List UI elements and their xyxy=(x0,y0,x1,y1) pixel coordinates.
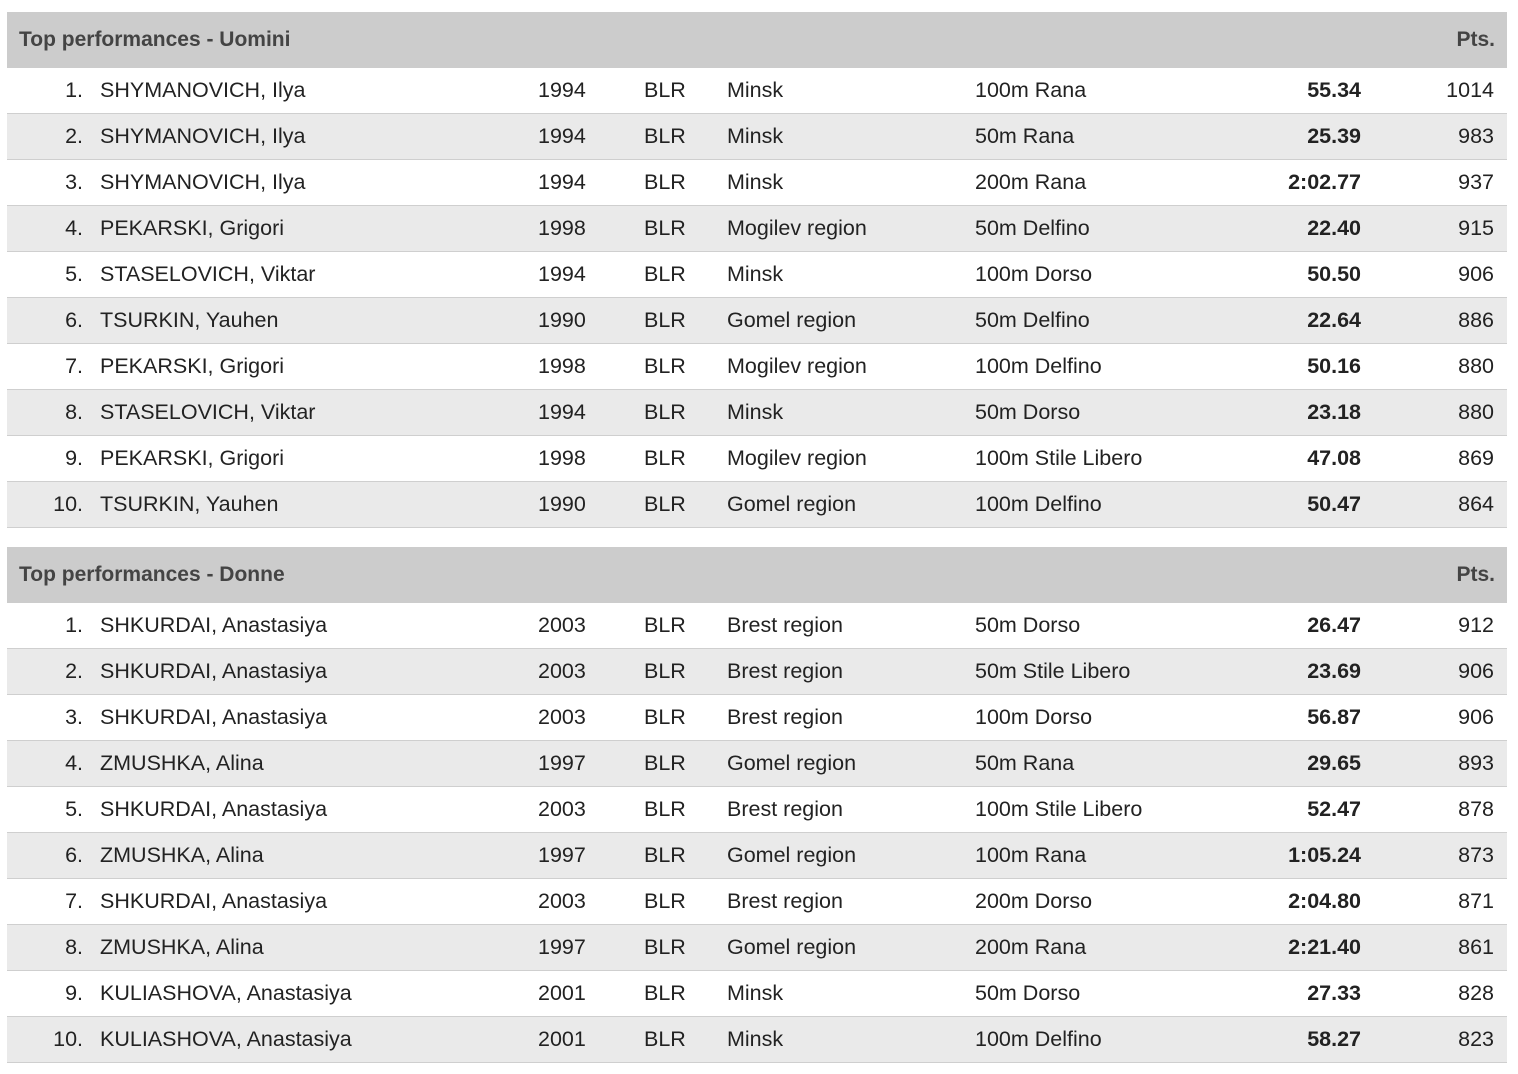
birth-year-cell: 1994 xyxy=(538,170,586,194)
table-row[interactable] xyxy=(7,482,1507,528)
table-row[interactable] xyxy=(7,649,1507,695)
birth-year-cell: 1998 xyxy=(538,446,586,470)
nation-cell: BLR xyxy=(644,889,686,913)
time-cell: 50.50 xyxy=(1307,262,1361,286)
rank-cell: 7. xyxy=(65,354,83,378)
nation-cell: BLR xyxy=(644,659,686,683)
birth-year-cell: 1994 xyxy=(538,400,586,424)
time-cell: 50.47 xyxy=(1307,492,1361,516)
rank-cell: 2. xyxy=(65,124,83,148)
event-cell: 50m Delfino xyxy=(975,216,1090,240)
nation-cell: BLR xyxy=(644,400,686,424)
rank-cell: 1. xyxy=(65,78,83,102)
rank-cell: 2. xyxy=(65,659,83,683)
rank-cell: 8. xyxy=(65,400,83,424)
event-cell: 100m Delfino xyxy=(975,354,1102,378)
athlete-name-link[interactable]: PEKARSKI, Grigori xyxy=(100,354,284,378)
event-cell: 50m Rana xyxy=(975,124,1075,148)
table-row[interactable] xyxy=(7,971,1507,1017)
rank-cell: 5. xyxy=(65,797,83,821)
rank-cell: 4. xyxy=(65,216,83,240)
athlete-name-link[interactable]: SHKURDAI, Anastasiya xyxy=(100,613,328,637)
athlete-name-link[interactable]: ZMUSHKA, Alina xyxy=(100,751,264,775)
points-cell: 823 xyxy=(1458,1027,1494,1051)
points-cell: 906 xyxy=(1458,262,1494,286)
birth-year-cell: 1997 xyxy=(538,751,586,775)
women-performances-table xyxy=(7,547,1507,1063)
athlete-name-link[interactable]: ZMUSHKA, Alina xyxy=(100,843,264,867)
points-cell: 880 xyxy=(1458,354,1494,378)
points-cell: 864 xyxy=(1458,492,1494,516)
club-link[interactable]: Minsk xyxy=(727,170,784,194)
rank-cell: 4. xyxy=(65,751,83,775)
athlete-name-link[interactable]: TSURKIN, Yauhen xyxy=(100,308,279,332)
nation-cell: BLR xyxy=(644,1027,686,1051)
nation-cell: BLR xyxy=(644,216,686,240)
time-cell: 22.40 xyxy=(1307,216,1361,240)
table-row[interactable] xyxy=(7,252,1507,298)
table-row[interactable] xyxy=(7,390,1507,436)
time-cell: 23.69 xyxy=(1307,659,1361,683)
event-cell: 100m Delfino xyxy=(975,1027,1102,1051)
athlete-name-link[interactable]: SHKURDAI, Anastasiya xyxy=(100,797,328,821)
club-link[interactable]: Minsk xyxy=(727,400,784,424)
athlete-name-link[interactable]: STASELOVICH, Viktar xyxy=(100,262,316,286)
time-cell: 29.65 xyxy=(1307,751,1361,775)
athlete-name-link[interactable]: SHKURDAI, Anastasiya xyxy=(100,889,328,913)
event-cell: 100m Rana xyxy=(975,843,1087,867)
table-row[interactable] xyxy=(7,298,1507,344)
birth-year-cell: 1998 xyxy=(538,354,586,378)
birth-year-cell: 2003 xyxy=(538,797,586,821)
nation-cell: BLR xyxy=(644,446,686,470)
time-cell: 25.39 xyxy=(1307,124,1361,148)
event-cell: 50m Dorso xyxy=(975,981,1081,1005)
nation-cell: BLR xyxy=(644,492,686,516)
men-table-header xyxy=(7,12,1507,68)
rank-cell: 10. xyxy=(53,492,83,516)
club-link[interactable]: Minsk xyxy=(727,262,784,286)
table-row[interactable] xyxy=(7,695,1507,741)
club-link[interactable]: Minsk xyxy=(727,124,784,148)
points-cell: 912 xyxy=(1458,613,1494,637)
event-cell: 100m Rana xyxy=(975,78,1087,102)
time-cell: 23.18 xyxy=(1307,400,1361,424)
points-cell: 983 xyxy=(1458,124,1494,148)
points-cell: 915 xyxy=(1458,216,1494,240)
time-cell: 26.47 xyxy=(1307,613,1361,637)
event-cell: 50m Dorso xyxy=(975,400,1081,424)
table-row[interactable] xyxy=(7,436,1507,482)
athlete-name-link[interactable]: ZMUSHKA, Alina xyxy=(100,935,264,959)
points-cell: 871 xyxy=(1458,889,1494,913)
time-cell: 1:05.24 xyxy=(1288,843,1361,867)
women-table-title: Top performances - Donne xyxy=(19,563,285,586)
points-cell: 861 xyxy=(1458,935,1494,959)
time-cell: 58.27 xyxy=(1307,1027,1361,1051)
table-row[interactable] xyxy=(7,344,1507,390)
athlete-name-link[interactable]: SHYMANOVICH, Ilya xyxy=(100,78,306,102)
table-row[interactable] xyxy=(7,925,1507,971)
birth-year-cell: 2001 xyxy=(538,981,586,1005)
athlete-name-link[interactable]: SHYMANOVICH, Ilya xyxy=(100,170,306,194)
table-row[interactable] xyxy=(7,68,1507,114)
club-link[interactable]: Gomel region xyxy=(727,843,857,867)
rank-cell: 9. xyxy=(65,446,83,470)
athlete-name-link[interactable]: STASELOVICH, Viktar xyxy=(100,400,316,424)
table-row[interactable] xyxy=(7,787,1507,833)
time-cell: 47.08 xyxy=(1307,446,1361,470)
nation-cell: BLR xyxy=(644,354,686,378)
rank-cell: 1. xyxy=(65,613,83,637)
time-cell: 2:02.77 xyxy=(1288,170,1361,194)
rank-cell: 6. xyxy=(65,308,83,332)
rank-cell: 3. xyxy=(65,705,83,729)
time-cell: 56.87 xyxy=(1307,705,1361,729)
birth-year-cell: 2003 xyxy=(538,705,586,729)
athlete-name-link[interactable]: TSURKIN, Yauhen xyxy=(100,492,279,516)
birth-year-cell: 1998 xyxy=(538,216,586,240)
time-cell: 55.34 xyxy=(1307,78,1361,102)
rank-cell: 5. xyxy=(65,262,83,286)
men-performances-table xyxy=(7,12,1507,528)
time-cell: 27.33 xyxy=(1307,981,1361,1005)
rank-cell: 7. xyxy=(65,889,83,913)
birth-year-cell: 2003 xyxy=(538,659,586,683)
points-cell: 869 xyxy=(1458,446,1494,470)
club-link[interactable]: Mogilev region xyxy=(727,354,867,378)
birth-year-cell: 1990 xyxy=(538,308,586,332)
birth-year-cell: 2003 xyxy=(538,889,586,913)
event-cell: 200m Rana xyxy=(975,170,1087,194)
birth-year-cell: 1997 xyxy=(538,935,586,959)
athlete-name-link[interactable]: KULIASHOVA, Anastasiya xyxy=(100,1027,352,1051)
club-link[interactable]: Brest region xyxy=(727,797,843,821)
nation-cell: BLR xyxy=(644,705,686,729)
nation-cell: BLR xyxy=(644,843,686,867)
points-cell: 937 xyxy=(1458,170,1494,194)
club-link[interactable]: Brest region xyxy=(727,705,843,729)
event-cell: 200m Dorso xyxy=(975,889,1093,913)
points-cell: 828 xyxy=(1458,981,1494,1005)
nation-cell: BLR xyxy=(644,262,686,286)
nation-cell: BLR xyxy=(644,613,686,637)
club-link[interactable]: Gomel region xyxy=(727,492,857,516)
athlete-name-link[interactable]: PEKARSKI, Grigori xyxy=(100,216,284,240)
women-table-header xyxy=(7,547,1507,603)
club-link[interactable]: Minsk xyxy=(727,981,784,1005)
points-cell: 906 xyxy=(1458,659,1494,683)
event-cell: 100m Delfino xyxy=(975,492,1102,516)
club-link[interactable]: Minsk xyxy=(727,78,784,102)
event-cell: 100m Dorso xyxy=(975,262,1093,286)
club-link[interactable]: Gomel region xyxy=(727,308,857,332)
table-row[interactable] xyxy=(7,603,1507,649)
athlete-name-link[interactable]: SHYMANOVICH, Ilya xyxy=(100,124,306,148)
points-cell: 873 xyxy=(1458,843,1494,867)
rank-cell: 6. xyxy=(65,843,83,867)
nation-cell: BLR xyxy=(644,308,686,332)
event-cell: 50m Rana xyxy=(975,751,1075,775)
birth-year-cell: 2001 xyxy=(538,1027,586,1051)
time-cell: 50.16 xyxy=(1307,354,1361,378)
athlete-name-link[interactable]: PEKARSKI, Grigori xyxy=(100,446,284,470)
birth-year-cell: 1997 xyxy=(538,843,586,867)
athlete-name-link[interactable]: SHKURDAI, Anastasiya xyxy=(100,705,328,729)
nation-cell: BLR xyxy=(644,751,686,775)
nation-cell: BLR xyxy=(644,170,686,194)
women-table-body xyxy=(7,603,1507,1063)
men-table-body xyxy=(7,68,1507,528)
table-row[interactable] xyxy=(7,1017,1507,1063)
event-cell: 100m Stile Libero xyxy=(975,797,1143,821)
rank-cell: 9. xyxy=(65,981,83,1005)
athlete-name-link[interactable]: SHKURDAI, Anastasiya xyxy=(100,659,328,683)
table-row[interactable] xyxy=(7,741,1507,787)
club-link[interactable]: Brest region xyxy=(727,659,843,683)
athlete-name-link[interactable]: KULIASHOVA, Anastasiya xyxy=(100,981,352,1005)
points-cell: 886 xyxy=(1458,308,1494,332)
women-points-header: Pts. xyxy=(1456,563,1495,586)
table-row[interactable] xyxy=(7,160,1507,206)
event-cell: 50m Stile Libero xyxy=(975,659,1131,683)
event-cell: 50m Delfino xyxy=(975,308,1090,332)
table-row[interactable] xyxy=(7,833,1507,879)
club-link[interactable]: Mogilev region xyxy=(727,216,867,240)
event-cell: 200m Rana xyxy=(975,935,1087,959)
rank-cell: 8. xyxy=(65,935,83,959)
men-points-header: Pts. xyxy=(1456,28,1495,51)
nation-cell: BLR xyxy=(644,797,686,821)
club-link[interactable]: Minsk xyxy=(727,1027,784,1051)
points-cell: 906 xyxy=(1458,705,1494,729)
nation-cell: BLR xyxy=(644,981,686,1005)
points-cell: 878 xyxy=(1458,797,1494,821)
table-row[interactable] xyxy=(7,206,1507,252)
time-cell: 52.47 xyxy=(1307,797,1361,821)
rank-cell: 10. xyxy=(53,1027,83,1051)
event-cell: 100m Dorso xyxy=(975,705,1093,729)
club-link[interactable]: Gomel region xyxy=(727,751,857,775)
men-table-title: Top performances - Uomini xyxy=(19,28,291,51)
nation-cell: BLR xyxy=(644,78,686,102)
birth-year-cell: 1990 xyxy=(538,492,586,516)
nation-cell: BLR xyxy=(644,124,686,148)
time-cell: 22.64 xyxy=(1307,308,1361,332)
time-cell: 2:21.40 xyxy=(1288,935,1361,959)
club-link[interactable]: Mogilev region xyxy=(727,446,867,470)
club-link[interactable]: Brest region xyxy=(727,889,843,913)
rank-cell: 3. xyxy=(65,170,83,194)
time-cell: 2:04.80 xyxy=(1288,889,1361,913)
birth-year-cell: 1994 xyxy=(538,78,586,102)
club-link[interactable]: Brest region xyxy=(727,613,843,637)
table-row[interactable] xyxy=(7,114,1507,160)
event-cell: 100m Stile Libero xyxy=(975,446,1143,470)
nation-cell: BLR xyxy=(644,935,686,959)
club-link[interactable]: Gomel region xyxy=(727,935,857,959)
table-row[interactable] xyxy=(7,879,1507,925)
birth-year-cell: 1994 xyxy=(538,262,586,286)
birth-year-cell: 1994 xyxy=(538,124,586,148)
birth-year-cell: 2003 xyxy=(538,613,586,637)
points-cell: 880 xyxy=(1458,400,1494,424)
points-cell: 1014 xyxy=(1446,78,1494,102)
points-cell: 893 xyxy=(1458,751,1494,775)
event-cell: 50m Dorso xyxy=(975,613,1081,637)
